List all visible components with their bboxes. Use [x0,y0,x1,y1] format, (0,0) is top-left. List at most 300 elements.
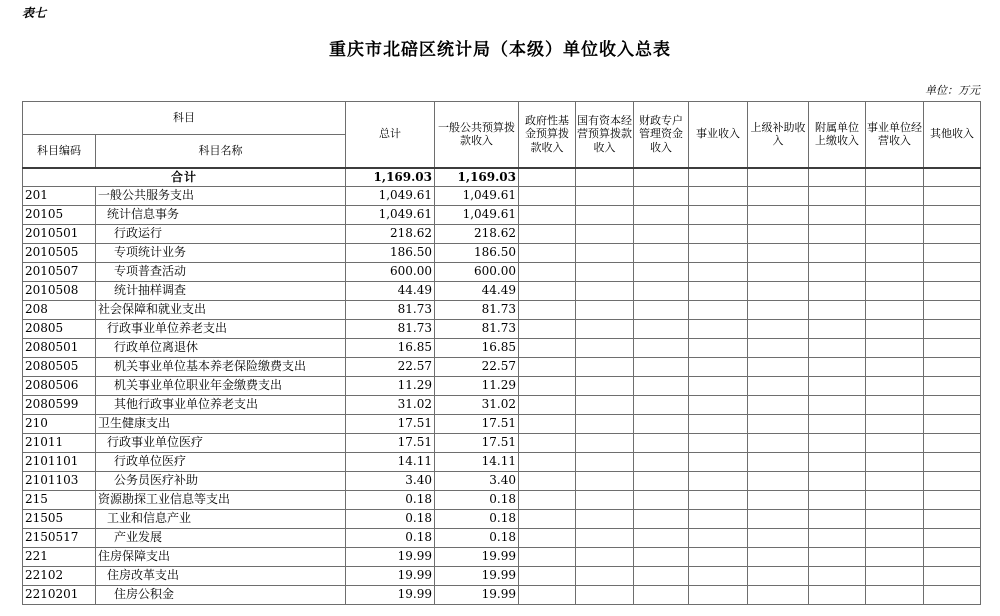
table-header [23,102,981,168]
empty-cell [924,529,981,548]
empty-cell [924,434,981,453]
table-row [23,263,981,282]
empty-cell [748,339,809,358]
empty-cell [519,434,576,453]
header-row-1 [23,102,981,135]
empty-cell [809,510,866,529]
empty-cell [924,377,981,396]
subject-code-cell: 2210201 [23,586,96,605]
general-budget-cell: 81.73 [435,301,519,320]
empty-cell [924,586,981,605]
empty-cell [576,396,634,415]
empty-cell [519,168,576,187]
subject-code-cell: 20105 [23,206,96,225]
empty-cell [748,301,809,320]
empty-cell [576,339,634,358]
empty-cell [924,225,981,244]
empty-cell [689,491,748,510]
empty-cell [809,434,866,453]
total-sum-cell: 1,169.03 [346,168,435,187]
subject-name-cell: 工业和信息产业 [96,510,346,529]
table-row [23,377,981,396]
empty-cell [866,225,924,244]
general-budget-cell: 186.50 [435,244,519,263]
subject-name-cell: 统计信息事务 [96,206,346,225]
general-budget-cell: 0.18 [435,491,519,510]
empty-cell [519,529,576,548]
empty-cell [866,434,924,453]
general-budget-cell: 218.62 [435,225,519,244]
empty-cell [924,263,981,282]
empty-cell [634,415,689,434]
subject-code-cell: 210 [23,415,96,434]
empty-cell [924,510,981,529]
empty-cell [634,377,689,396]
empty-cell [866,301,924,320]
empty-cell [748,263,809,282]
column-header-9: 其他收入 [924,102,981,168]
total-cell: 11.29 [346,377,435,396]
empty-cell [809,567,866,586]
empty-cell [748,377,809,396]
income-summary-table [22,101,981,605]
column-header-6: 上级补助收入 [748,102,809,168]
total-cell: 19.99 [346,586,435,605]
empty-cell [689,586,748,605]
total-cell: 0.18 [346,491,435,510]
subject-code-cell: 201 [23,187,96,206]
empty-cell [689,396,748,415]
empty-cell [634,453,689,472]
empty-cell [689,510,748,529]
empty-cell [866,529,924,548]
empty-cell [924,358,981,377]
empty-cell [519,358,576,377]
empty-cell [634,206,689,225]
empty-cell [866,377,924,396]
empty-cell [634,491,689,510]
empty-cell [924,548,981,567]
empty-cell [809,491,866,510]
empty-cell [576,377,634,396]
empty-cell [924,339,981,358]
subject-name-cell: 行政运行 [96,225,346,244]
empty-cell [634,396,689,415]
empty-cell [748,358,809,377]
empty-cell [924,244,981,263]
empty-cell [576,567,634,586]
subject-name-cell: 住房保障支出 [96,548,346,567]
general-budget-cell: 3.40 [435,472,519,491]
empty-cell [866,358,924,377]
total-label-cell: 合计 [23,168,346,187]
empty-cell [689,567,748,586]
empty-cell [748,491,809,510]
column-header-7: 附属单位上缴收入 [809,102,866,168]
empty-cell [866,263,924,282]
subject-code-cell: 215 [23,491,96,510]
empty-cell [866,282,924,301]
empty-cell [748,225,809,244]
empty-cell [689,263,748,282]
empty-cell [866,244,924,263]
empty-cell [689,415,748,434]
general-budget-cell: 19.99 [435,586,519,605]
total-cell: 1,049.61 [346,206,435,225]
table-row [23,491,981,510]
subject-name-cell: 专项普查活动 [96,263,346,282]
empty-cell [866,453,924,472]
empty-cell [689,206,748,225]
empty-cell [634,168,689,187]
empty-cell [866,187,924,206]
empty-cell [809,301,866,320]
page-title: 重庆市北碚区统计局（本级）单位收入总表 [329,40,671,60]
empty-cell [689,548,748,567]
table-row [23,548,981,567]
empty-cell [809,339,866,358]
subject-name-cell: 卫生健康支出 [96,415,346,434]
general-budget-cell: 19.99 [435,548,519,567]
subject-name-cell: 住房改革支出 [96,567,346,586]
empty-cell [748,529,809,548]
empty-cell [809,396,866,415]
empty-cell [924,206,981,225]
empty-cell [689,358,748,377]
empty-cell [809,206,866,225]
total-cell: 218.62 [346,225,435,244]
total-cell: 186.50 [346,244,435,263]
empty-cell [634,434,689,453]
total-cell: 81.73 [346,301,435,320]
empty-cell [634,339,689,358]
empty-cell [576,187,634,206]
subject-name-cell: 社会保障和就业支出 [96,301,346,320]
empty-cell [519,377,576,396]
empty-cell [634,225,689,244]
total-cell: 17.51 [346,415,435,434]
empty-cell [634,510,689,529]
total-cell: 19.99 [346,567,435,586]
subject-code-cell: 22102 [23,567,96,586]
empty-cell [519,415,576,434]
subject-code-cell: 2010507 [23,263,96,282]
empty-cell [866,567,924,586]
subject-code-cell: 2150517 [23,529,96,548]
empty-cell [866,396,924,415]
table-row [23,472,981,491]
empty-cell [634,548,689,567]
empty-cell [689,282,748,301]
empty-cell [809,244,866,263]
general-budget-cell: 17.51 [435,415,519,434]
empty-cell [689,301,748,320]
general-budget-cell: 19.99 [435,567,519,586]
empty-cell [634,301,689,320]
empty-cell [519,263,576,282]
total-cell: 31.02 [346,396,435,415]
total-cell: 16.85 [346,339,435,358]
empty-cell [519,282,576,301]
table-row [23,282,981,301]
empty-cell [576,510,634,529]
empty-cell [748,586,809,605]
empty-cell [519,567,576,586]
empty-cell [866,472,924,491]
table-row [23,206,981,225]
subject-name-cell: 公务员医疗补助 [96,472,346,491]
subject-code-cell: 2080505 [23,358,96,377]
empty-cell [576,529,634,548]
empty-cell [809,377,866,396]
empty-cell [924,282,981,301]
empty-cell [519,396,576,415]
general-budget-cell: 1,049.61 [435,187,519,206]
empty-cell [748,434,809,453]
empty-cell [924,491,981,510]
subject-code-cell: 221 [23,548,96,567]
empty-cell [689,187,748,206]
table-row [23,225,981,244]
empty-cell [519,187,576,206]
table-row [23,320,981,339]
subject-code-cell: 21505 [23,510,96,529]
empty-cell [519,225,576,244]
column-header-0: 总计 [346,102,435,168]
empty-cell [519,453,576,472]
empty-cell [748,567,809,586]
subject-name-cell: 行政单位医疗 [96,453,346,472]
empty-cell [866,320,924,339]
table-number-label: 表七 [22,6,47,20]
empty-cell [519,320,576,339]
empty-cell [576,244,634,263]
empty-cell [748,168,809,187]
total-cell: 17.51 [346,434,435,453]
empty-cell [809,548,866,567]
empty-cell [576,206,634,225]
empty-cell [576,301,634,320]
table-row [23,396,981,415]
table-row [23,301,981,320]
general-budget-cell: 0.18 [435,529,519,548]
empty-cell [809,415,866,434]
empty-cell [809,282,866,301]
empty-cell [809,320,866,339]
subject-code-cell: 208 [23,301,96,320]
column-header-8: 事业单位经营收入 [866,102,924,168]
table-row [23,244,981,263]
subject-code-cell: 2080599 [23,396,96,415]
empty-cell [809,453,866,472]
empty-cell [748,282,809,301]
subject-code-cell: 2010505 [23,244,96,263]
empty-cell [576,225,634,244]
empty-cell [748,187,809,206]
subject-code-cell: 2080506 [23,377,96,396]
empty-cell [866,548,924,567]
table-row [23,510,981,529]
general-budget-cell: 1,049.61 [435,206,519,225]
empty-cell [689,434,748,453]
empty-cell [634,529,689,548]
empty-cell [634,263,689,282]
empty-cell [576,453,634,472]
empty-cell [519,244,576,263]
subject-code-cell: 2010508 [23,282,96,301]
empty-cell [748,396,809,415]
subject-name-cell: 资源勘探工业信息等支出 [96,491,346,510]
empty-cell [519,491,576,510]
empty-cell [748,415,809,434]
empty-cell [689,339,748,358]
table-row [23,187,981,206]
subject-name-cell: 机关事业单位职业年金缴费支出 [96,377,346,396]
empty-cell [519,548,576,567]
subject-code-cell: 20805 [23,320,96,339]
table-row [23,529,981,548]
total-cell: 1,049.61 [346,187,435,206]
empty-cell [576,548,634,567]
empty-cell [809,586,866,605]
general-budget-cell: 0.18 [435,510,519,529]
unit-note: 单位：万元 [925,84,980,97]
empty-cell [866,206,924,225]
empty-cell [924,472,981,491]
empty-cell [809,168,866,187]
empty-cell [689,168,748,187]
table-row [23,339,981,358]
table-row [23,453,981,472]
empty-cell [809,358,866,377]
empty-cell [748,548,809,567]
header-subject-name: 科目名称 [96,135,346,168]
empty-cell [689,225,748,244]
empty-cell [634,320,689,339]
general-budget-cell: 14.11 [435,453,519,472]
empty-cell [576,491,634,510]
empty-cell [924,168,981,187]
empty-cell [866,586,924,605]
subject-code-cell: 2010501 [23,225,96,244]
total-cell: 3.40 [346,472,435,491]
empty-cell [689,244,748,263]
empty-cell [924,396,981,415]
column-header-2: 政府性基金预算拨款收入 [519,102,576,168]
empty-cell [689,377,748,396]
empty-cell [748,510,809,529]
table-row [23,358,981,377]
empty-cell [924,187,981,206]
subject-name-cell: 其他行政事业单位养老支出 [96,396,346,415]
total-general-budget-cell: 1,169.03 [435,168,519,187]
empty-cell [748,244,809,263]
empty-cell [519,586,576,605]
empty-cell [576,320,634,339]
subject-name-cell: 住房公积金 [96,586,346,605]
column-header-4: 财政专户管理资金收入 [634,102,689,168]
subject-code-cell: 2101101 [23,453,96,472]
empty-cell [576,415,634,434]
general-budget-cell: 16.85 [435,339,519,358]
empty-cell [634,358,689,377]
empty-cell [576,434,634,453]
empty-cell [866,510,924,529]
header-subject-code: 科目编码 [23,135,96,168]
total-row [23,168,981,187]
empty-cell [924,301,981,320]
general-budget-cell: 11.29 [435,377,519,396]
empty-cell [576,168,634,187]
subject-name-cell: 专项统计业务 [96,244,346,263]
subject-name-cell: 行政单位离退休 [96,339,346,358]
empty-cell [576,263,634,282]
total-cell: 600.00 [346,263,435,282]
empty-cell [576,282,634,301]
empty-cell [924,567,981,586]
table-row [23,415,981,434]
empty-cell [748,453,809,472]
subject-code-cell: 2101103 [23,472,96,491]
header-subject: 科目 [23,102,346,135]
empty-cell [809,187,866,206]
table-body [23,168,981,605]
empty-cell [634,472,689,491]
empty-cell [519,472,576,491]
empty-cell [748,206,809,225]
empty-cell [689,320,748,339]
table-row [23,586,981,605]
empty-cell [809,263,866,282]
general-budget-cell: 81.73 [435,320,519,339]
empty-cell [866,168,924,187]
column-header-3: 国有资本经营预算拨款收入 [576,102,634,168]
general-budget-cell: 31.02 [435,396,519,415]
column-header-5: 事业收入 [689,102,748,168]
subject-code-cell: 21011 [23,434,96,453]
empty-cell [809,529,866,548]
general-budget-cell: 17.51 [435,434,519,453]
subject-name-cell: 产业发展 [96,529,346,548]
empty-cell [689,529,748,548]
table-row [23,434,981,453]
subject-name-cell: 机关事业单位基本养老保险缴费支出 [96,358,346,377]
general-budget-cell: 44.49 [435,282,519,301]
empty-cell [634,244,689,263]
total-cell: 44.49 [346,282,435,301]
total-cell: 81.73 [346,320,435,339]
subject-name-cell: 一般公共服务支出 [96,187,346,206]
empty-cell [866,491,924,510]
empty-cell [576,586,634,605]
total-cell: 0.18 [346,510,435,529]
table-row [23,567,981,586]
empty-cell [519,301,576,320]
empty-cell [748,472,809,491]
column-header-1: 一般公共预算拨款收入 [435,102,519,168]
empty-cell [689,453,748,472]
empty-cell [634,282,689,301]
general-budget-cell: 22.57 [435,358,519,377]
empty-cell [866,415,924,434]
empty-cell [809,472,866,491]
empty-cell [924,415,981,434]
empty-cell [519,339,576,358]
total-cell: 22.57 [346,358,435,377]
empty-cell [576,472,634,491]
empty-cell [924,320,981,339]
subject-name-cell: 统计抽样调查 [96,282,346,301]
